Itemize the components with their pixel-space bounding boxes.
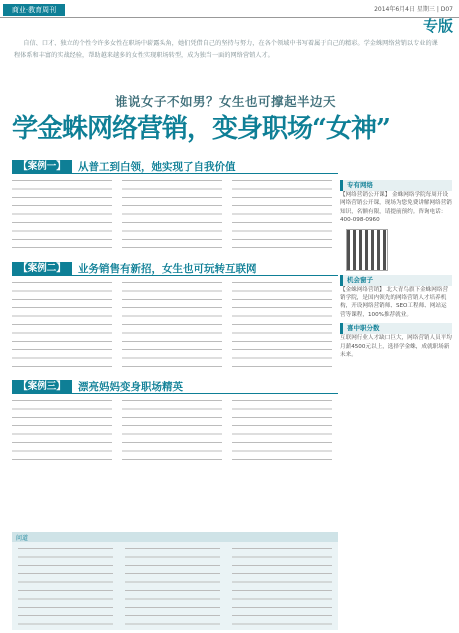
- section-badge: 商业·教育周刊: [3, 4, 65, 16]
- date-line: 2014年6月4日 星期三 | D07: [374, 6, 453, 13]
- qa-column-1: [18, 548, 113, 626]
- case-three-label: 【案例三】: [12, 380, 72, 394]
- header-rule: [0, 17, 459, 18]
- case-two-column-3: [232, 282, 332, 372]
- case-one-header: [12, 160, 338, 174]
- case-one-label: 【案例一】: [12, 160, 72, 174]
- case-three-header: [12, 380, 338, 394]
- qa-title-bar: [12, 532, 338, 542]
- sidebar-text-network: 【网络营销公开课】 金蛛网络学院每周开设网络营销公开课，现场为您免费讲解网络营销知识，名额有限，请提前预约。咨询电话：400-098-0960: [340, 192, 452, 224]
- sidebar: [340, 180, 452, 359]
- case-three-title: 漂亮妈妈变身职场精英: [78, 381, 183, 393]
- case-two-rule: [72, 275, 338, 276]
- case-two-header: [12, 262, 338, 276]
- case-two-column-2: [122, 282, 222, 372]
- case-two-label: 【案例二】: [12, 262, 72, 276]
- sidebar-heading-score: 喜中职分数: [340, 323, 452, 334]
- page-header: [0, 0, 459, 35]
- article-headline: 学金蛛网络营销，变身职场“女神”: [12, 114, 390, 144]
- case-one-column-2: [122, 180, 222, 252]
- qa-title: 问道: [16, 535, 29, 542]
- qr-code-image: [346, 229, 388, 271]
- sidebar-heading-network: 专有网络: [340, 180, 452, 191]
- sidebar-heading-opportunity: 机会窗子: [340, 275, 452, 286]
- case-two-title: 业务销售有新招，女生也可玩转互联网: [78, 263, 257, 275]
- case-one-title: 从普工到白领，她实现了自我价值: [78, 161, 236, 173]
- sidebar-text-opportunity: 【金蛛网络营销】 北大青鸟旗下金蛛网络营销学院，是国内领先的网络营销人才培养机构，开设网络营销师、SEO工程师、网站运营等课程，100%推荐就业。: [340, 286, 449, 318]
- case-one-column-1: [12, 180, 112, 252]
- case-three-rule: [72, 393, 338, 394]
- sidebar-text-score: 互联网行业人才缺口巨大，网络营销人员平均月薪4500元以上，选择学金蛛，成就职场新未来。: [340, 335, 452, 359]
- case-one-column-3: [232, 180, 332, 252]
- qa-column-3: [232, 548, 332, 626]
- article-subtitle: 谁说女子不如男？女生也可撑起半边天: [115, 94, 337, 109]
- case-three-column-3: [232, 400, 332, 460]
- qa-column-2: [125, 548, 220, 626]
- case-three-column-2: [122, 400, 222, 460]
- page-tag: 专版: [422, 17, 453, 35]
- case-one-rule: [72, 173, 338, 174]
- case-two-column-1: [12, 282, 112, 372]
- case-three-column-1: [12, 400, 112, 460]
- intro-paragraph: 自信、口才、独立的个性令许多女性在职场中崭露头角，她们凭借自己的坚持与努力，在各个领域中书写着属于自己的精彩。学金蛛网络营销以专业的课程体系和丰富的实战经验，帮助越来越多的女性实现职场转型，成为独当一面的网络营销人才。: [14, 40, 438, 59]
